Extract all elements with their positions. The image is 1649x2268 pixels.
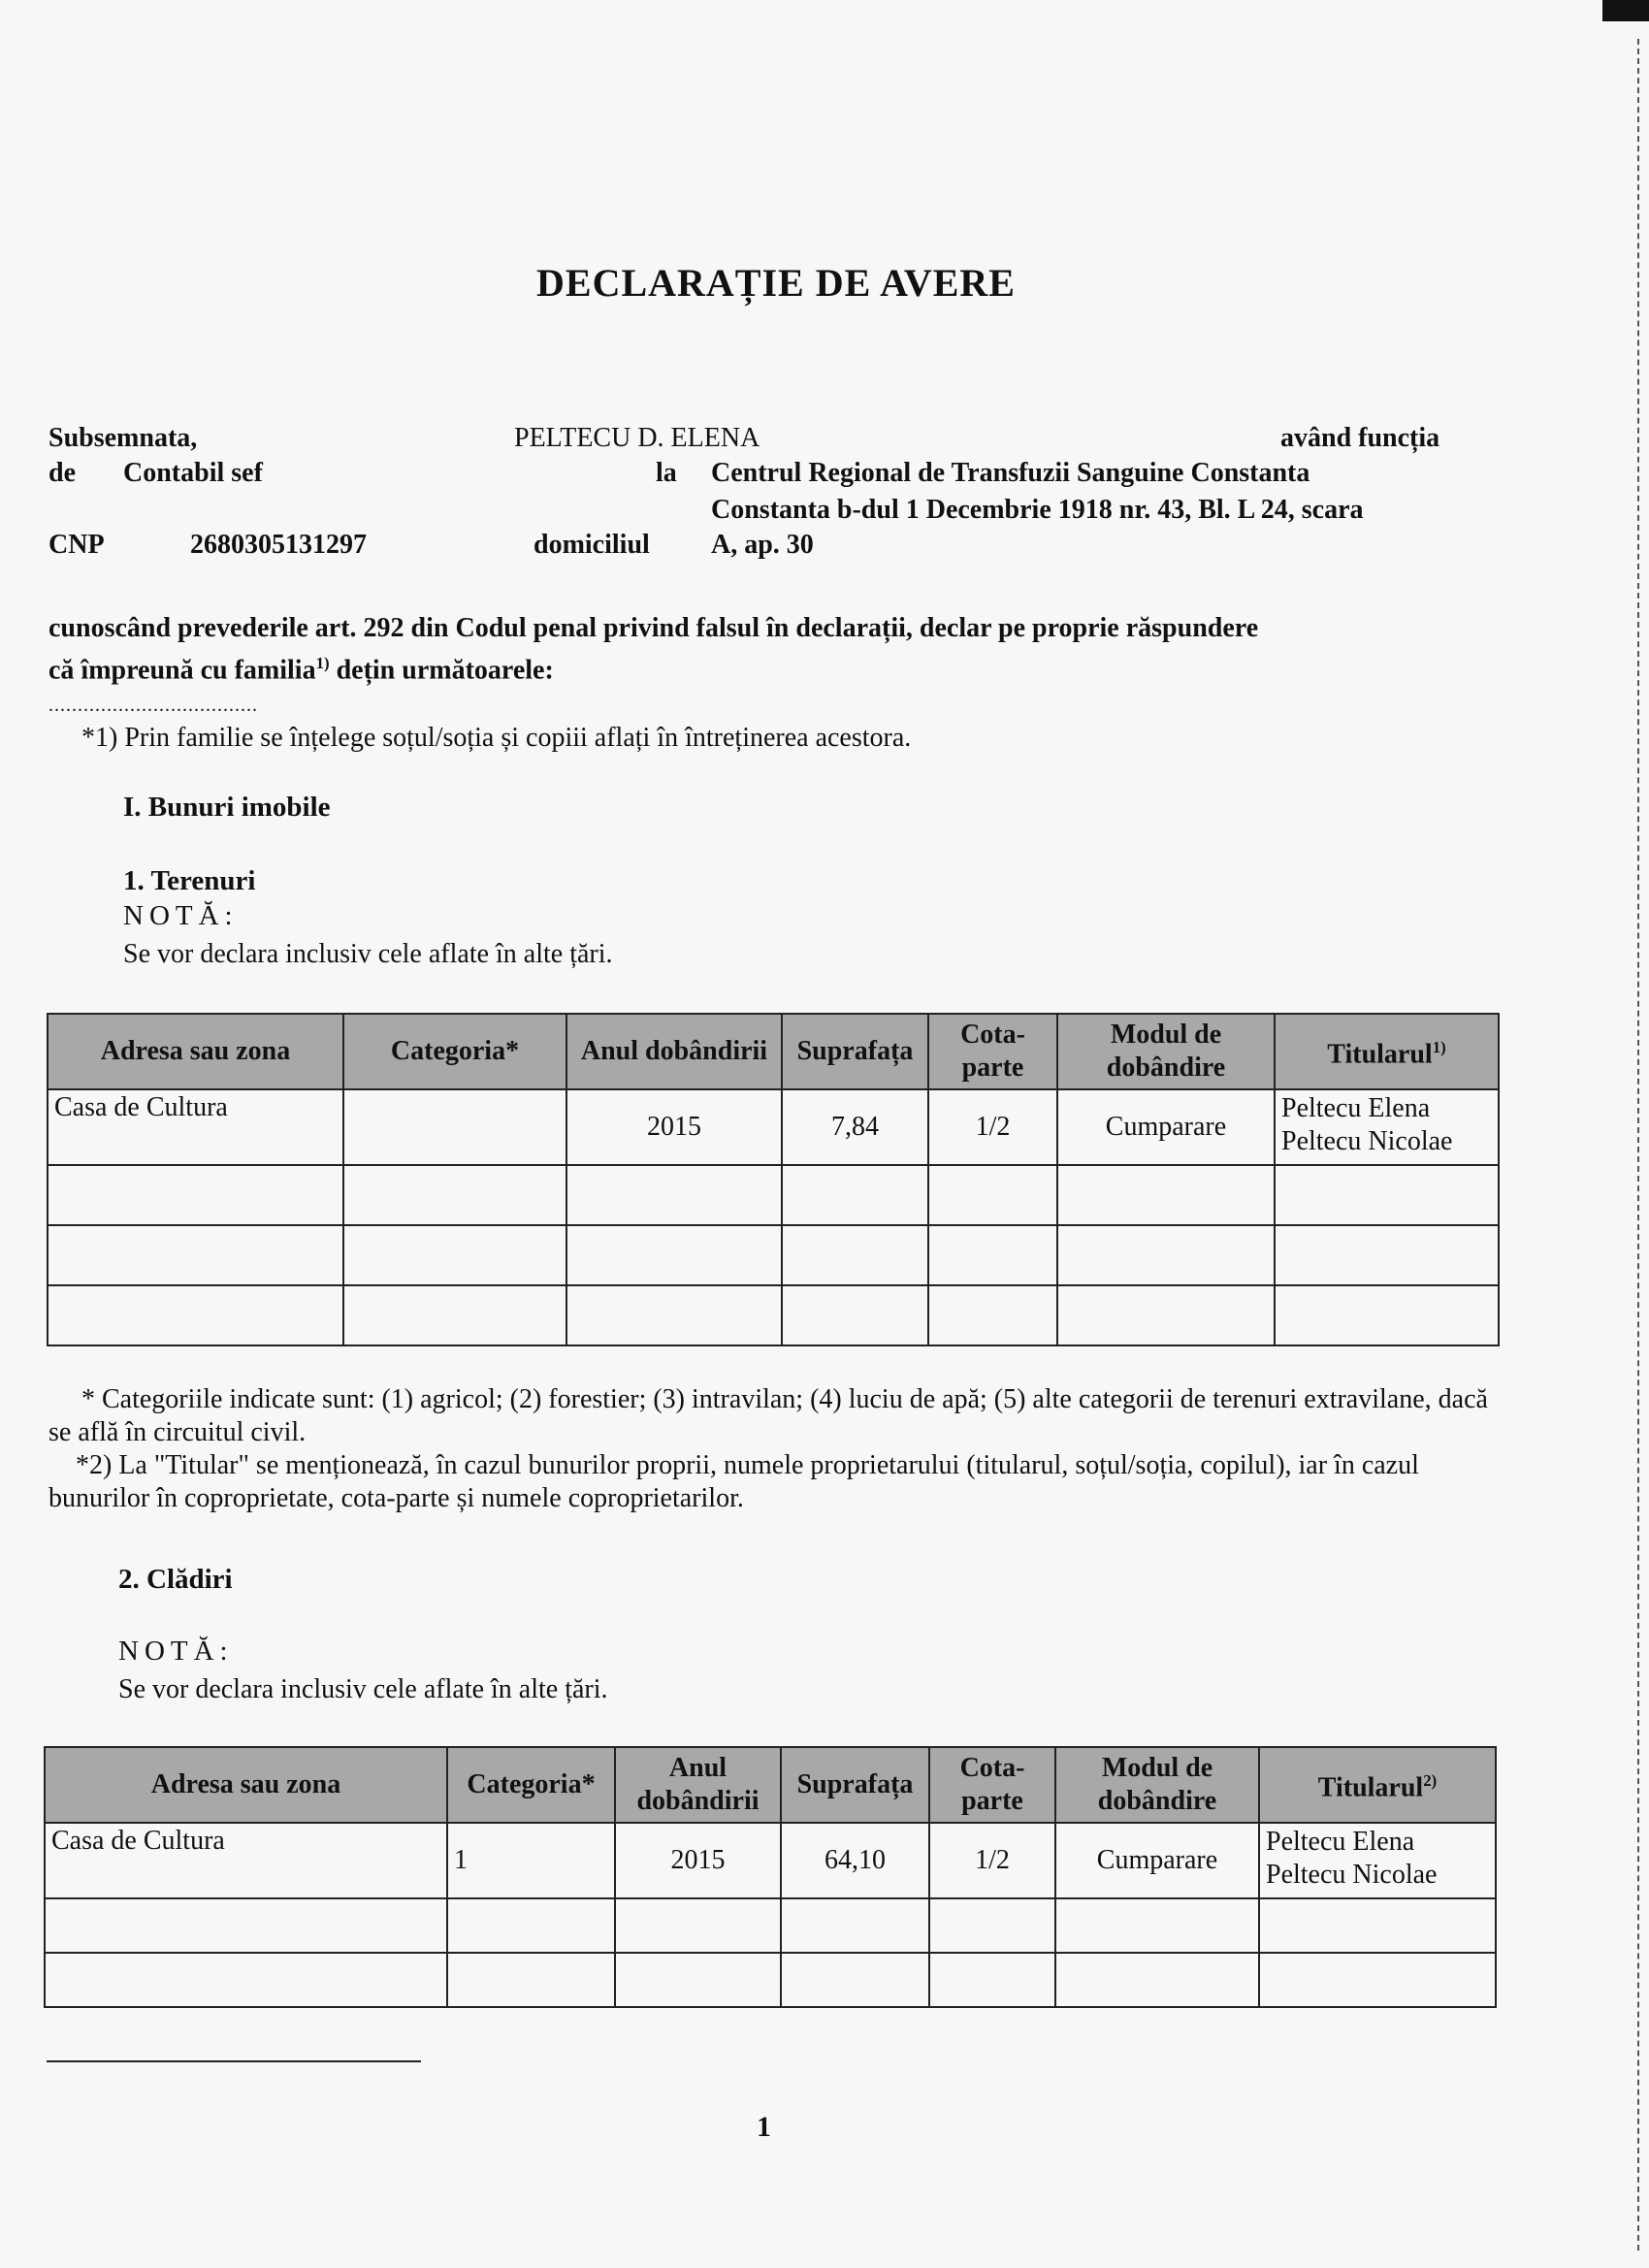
table-cell [48,1165,343,1225]
scan-corner-mark [1602,0,1649,21]
column-header [1055,1747,1259,1823]
column-header-label: Adresa sau zona [100,1036,291,1066]
column-header [48,1014,343,1089]
column-header [781,1747,929,1823]
separator-dots: .................................... [48,695,258,716]
table-cell [447,1898,615,1953]
table-row [45,1898,1496,1953]
footnote-ref-1: 1) [315,654,330,672]
column-header-label: Categoria* [390,1036,520,1066]
column-header-label: Cota-parte [959,1753,1025,1816]
table-cell: 1/2 [929,1823,1055,1898]
nota-label-2: NOTĂ: [118,1636,234,1667]
table-cell [343,1285,566,1345]
cnp-value: 2680305131297 [190,530,367,560]
column-header-label: Modul de dobândire [1106,1020,1226,1083]
table-cell [343,1225,566,1285]
table-cell [782,1165,928,1225]
table-cell [343,1165,566,1225]
address-line-1: Constanta b-dul 1 Decembrie 1918 nr. 43, Bl. L 24, scara [711,495,1364,525]
table-cell: 2015 [615,1823,781,1898]
table-cell [447,1953,615,2007]
table-cell [928,1225,1057,1285]
table-cell [928,1285,1057,1345]
page-number: 1 [757,2111,771,2143]
nota-label-1: NOTĂ: [123,900,239,931]
column-header-label: Cota-parte [960,1020,1025,1083]
table-cell: Peltecu Elena Peltecu Nicolae [1275,1089,1499,1165]
table-cell [48,1225,343,1285]
column-header [929,1747,1055,1823]
table-cell: 1/2 [928,1089,1057,1165]
table-cell: Cumparare [1057,1089,1275,1165]
column-header [928,1014,1057,1089]
table-cell [566,1285,782,1345]
table-cell [782,1225,928,1285]
functia-value: Contabil sef [123,458,263,488]
column-header [782,1014,928,1089]
footnote-ref: 2) [1423,1771,1438,1791]
table-header-row [45,1747,1496,1823]
table-cell [1275,1225,1499,1285]
table-cell [782,1285,928,1345]
table-cell [1057,1285,1275,1345]
nota-text-1: Se vor declara inclusiv cele aflate în alte țări. [123,939,613,969]
declaration-line-1: cunoscând prevederile art. 292 din Codul penal privind falsul în declarații, declar pe proprie răspundere [48,613,1259,643]
table-header-row [48,1014,1499,1089]
table-row [48,1225,1499,1285]
table-row [45,1953,1496,2007]
column-header [566,1014,782,1089]
scan-edge-line [1637,39,1639,2251]
table-cell [1275,1285,1499,1345]
column-header-label: Suprafața [796,1036,914,1066]
titular-footnote: *2) La "Titular" se menționează, în cazul bunurilor proprii, numele proprietarului (titularul, soțul/soția, copilul), iar în cazul bunurilor în coproprietate, cota-parte și numele coproprietarilor. [48,1450,1419,1513]
table-row [48,1165,1499,1225]
declaration-line-2-start: că împreună cu familia [48,655,316,686]
table-cell [566,1165,782,1225]
table-cell [929,1898,1055,1953]
nota-text-2: Se vor declara inclusiv cele aflate în alte țări. [118,1674,608,1704]
terenuri-heading: 1. Terenuri [123,865,256,896]
column-header-label: Anul dobândirii [580,1036,768,1066]
table-cell: 1 [447,1823,615,1898]
section-bunuri-imobile-heading: I. Bunuri imobile [123,792,331,823]
declaration-text [48,611,1465,688]
table-row [45,1823,1496,1898]
cladiri-heading: 2. Clădiri [118,1564,233,1595]
de-label: de [48,458,76,488]
column-header [45,1747,447,1823]
categorii-footnote: * Categoriile indicate sunt: (1) agricol; (2) forestier; (3) intravilan; (4) luciu de apă; (5) alte categorii de terenuri extravilane, dacă se află în circuitul civil. [48,1384,1488,1447]
column-header-label: Titularul [1327,1039,1433,1070]
table-cell: Casa de Cultura [45,1823,447,1898]
column-header-label: Categoria* [467,1769,596,1799]
column-header [615,1747,781,1823]
column-header [343,1014,566,1089]
column-header [1057,1014,1275,1089]
table-cell: Peltecu Elena Peltecu Nicolae [1259,1823,1496,1898]
table-cell [1057,1165,1275,1225]
terenuri-table [47,1013,1500,1346]
table-cell [615,1953,781,2007]
column-header [1275,1014,1499,1089]
column-header [447,1747,615,1823]
table-cell [929,1953,1055,2007]
column-header-label: Modul de dobândire [1097,1753,1217,1816]
table-cell [566,1225,782,1285]
cladiri-table [44,1746,1497,2008]
table-cell [781,1898,929,1953]
footnote-rule [47,2060,421,2062]
column-header-label: Anul dobândirii [636,1753,760,1816]
table-cell [1055,1898,1259,1953]
column-header-label: Adresa sau zona [150,1769,341,1799]
avand-functia-label: având funcția [1280,423,1440,453]
domiciliul-label: domiciliul [534,530,650,560]
address-line-2: A, ap. 30 [711,530,814,560]
table-cell [45,1898,447,1953]
table-cell [1259,1898,1496,1953]
declaration-line-2 [48,646,1465,688]
table-row [48,1089,1499,1165]
table-cell: Casa de Cultura [48,1089,343,1165]
table-row [48,1285,1499,1345]
table-cell: 64,10 [781,1823,929,1898]
table-cell [1275,1165,1499,1225]
declaration-line-2-end: dețin următoarele: [329,655,554,686]
table-cell: 7,84 [782,1089,928,1165]
column-header-label: Suprafața [796,1769,914,1799]
table-cell [1057,1225,1275,1285]
institutie-value: Centrul Regional de Transfuzii Sanguine Constanta [711,458,1310,488]
table-cell [1055,1953,1259,2007]
table-cell [343,1089,566,1165]
document-title: DECLARAȚIE DE AVERE [536,261,1016,305]
cnp-label: CNP [48,530,105,560]
column-header-label: Titularul [1317,1772,1424,1803]
declarant-name: PELTECU D. ELENA [514,423,760,453]
table-cell [45,1953,447,2007]
table-cell [928,1165,1057,1225]
table-cell [781,1953,929,2007]
table-cell [48,1285,343,1345]
table-cell: Cumparare [1055,1823,1259,1898]
table-cell [615,1898,781,1953]
subsemnata-label: Subsemnata, [48,423,198,453]
table-cell: 2015 [566,1089,782,1165]
la-label: la [656,458,677,488]
column-header [1259,1747,1496,1823]
family-footnote: *1) Prin familie se înțelege soțul/soția și copiii aflați în întreținerea acestora. [81,723,912,753]
table-cell [1259,1953,1496,2007]
footnote-ref: 1) [1432,1038,1446,1057]
